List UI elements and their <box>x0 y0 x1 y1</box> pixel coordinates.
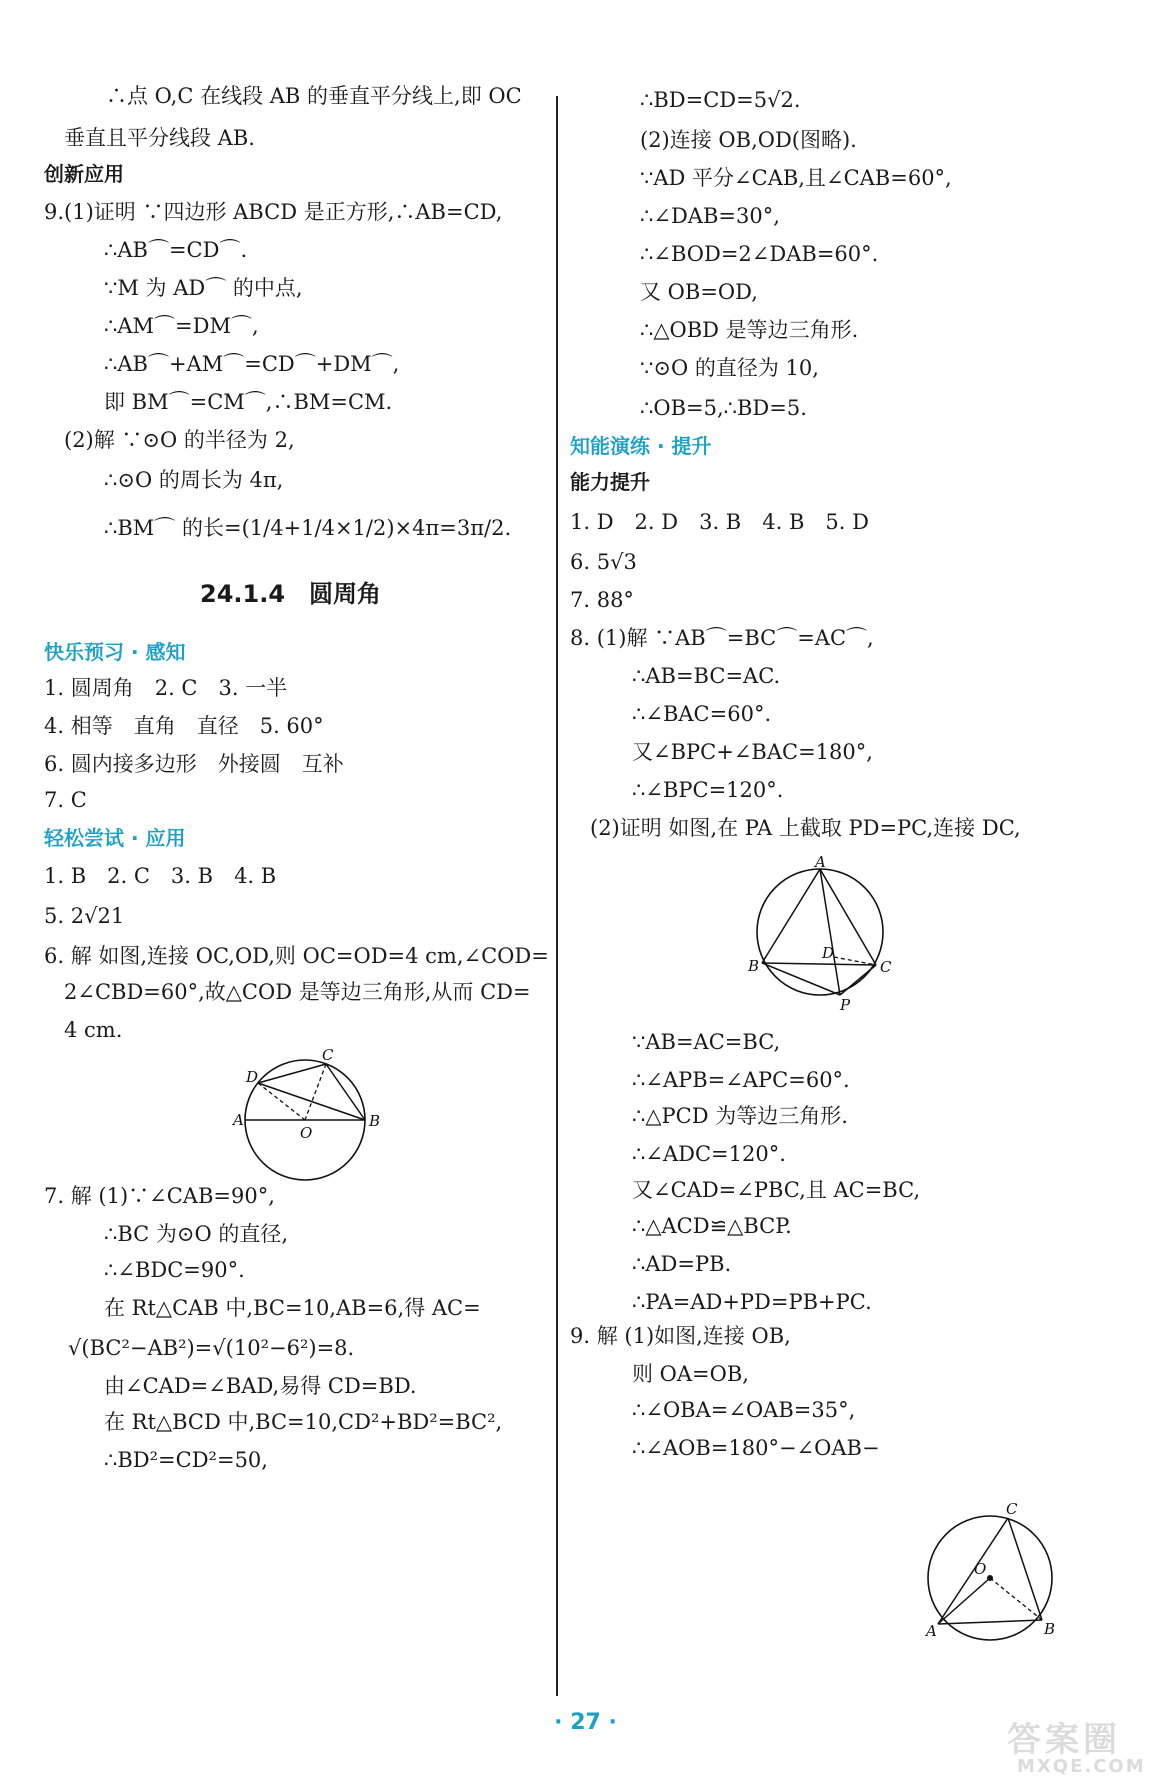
label-b: B <box>1044 1620 1056 1638</box>
text-line: ∴∠OBA=∠OAB=35°, <box>632 1398 856 1422</box>
text-line: √(BC²−AB²)=√(10²−6²)=8. <box>68 1336 355 1360</box>
text-line: ∴AB=BC=AC. <box>632 664 781 688</box>
text-line: 5. 2√21 <box>44 904 125 928</box>
subsection-heading: 能力提升 <box>570 470 650 494</box>
text-line: 6. 5√3 <box>570 550 637 574</box>
text-line: ∴BD²=CD²=50, <box>104 1448 268 1472</box>
text-line: 7. C <box>44 788 87 812</box>
text-line: ∴BM⌒ 的长=(1/4+1/4×1/2)×4π=3π/2. <box>104 516 512 540</box>
text-line: 9. 解 (1)如图,连接 OB, <box>570 1324 791 1348</box>
text-line: ∴PA=AD+PD=PB+PC. <box>632 1290 872 1314</box>
text-line: 4. 相等 直角 直径 5. 60° <box>44 714 324 738</box>
page-number: · 27 · <box>554 1710 617 1735</box>
text-line: (2)证明 如图,在 PA 上截取 PD=PC,连接 DC, <box>590 816 1021 840</box>
text-line: ∴∠AOB=180°−∠OAB− <box>632 1436 880 1460</box>
label-b: B <box>748 957 760 975</box>
text-line: 在 Rt△CAB 中,BC=10,AB=6,得 AC= <box>104 1296 481 1320</box>
text-line: ∴∠APB=∠APC=60°. <box>632 1068 850 1092</box>
text-line: ∴∠BPC=120°. <box>632 778 784 802</box>
text-line: 1. 圆周角 2. C 3. 一半 <box>44 676 288 700</box>
text-line: 又 OB=OD, <box>640 280 758 304</box>
text-line: 8. (1)解 ∵AB⌒=BC⌒=AC⌒, <box>570 626 874 650</box>
label-d: D <box>246 1068 259 1086</box>
label-o: O <box>300 1124 313 1142</box>
text-line: ∴AM⌒=DM⌒, <box>104 314 259 338</box>
figure-circle-abcd <box>230 1046 381 1190</box>
text-line: 垂直且平分线段 AB. <box>64 126 255 150</box>
text-line: ∴∠BAC=60°. <box>632 702 772 726</box>
label-a: A <box>926 1622 937 1640</box>
text-line: 1. D 2. D 3. B 4. B 5. D <box>570 510 869 534</box>
text-line: ∴OB=5,∴BD=5. <box>640 396 807 420</box>
text-line: ∴∠ADC=120°. <box>632 1142 786 1166</box>
text-line: (2)连接 OB,OD(图略). <box>640 128 857 152</box>
text-line: 2∠CBD=60°,故△COD 是等边三角形,从而 CD= <box>64 980 531 1004</box>
text-line: 7. 解 (1)∵∠CAB=90°, <box>44 1184 275 1208</box>
section-title: 24.1.4 圆周角 <box>200 580 382 608</box>
text-line: 即 BM⌒=CM⌒,∴BM=CM. <box>104 390 393 414</box>
text-line: ∵AD 平分∠CAB,且∠CAB=60°, <box>640 166 952 190</box>
text-line: 6. 圆内接多边形 外接圆 互补 <box>44 752 344 776</box>
watermark-url: MXQE.COM <box>1017 1756 1146 1777</box>
label-d: D <box>822 944 835 962</box>
text-line: ∴∠BOD=2∠DAB=60°. <box>640 242 879 266</box>
text-line: ∵⊙O 的直径为 10, <box>640 356 819 380</box>
label-a: A <box>233 1111 244 1129</box>
text-line: 又∠BPC+∠BAC=180°, <box>632 740 873 764</box>
text-line: ∴AD=PB. <box>632 1252 732 1276</box>
text-line: 又∠CAD=∠PBC,且 AC=BC, <box>632 1178 921 1202</box>
text-line: (2)解 ∵⊙O 的半径为 2, <box>64 428 295 452</box>
text-line: ∴∠BDC=90°. <box>104 1258 245 1282</box>
text-line: 由∠CAD=∠BAD,易得 CD=BD. <box>104 1374 417 1398</box>
watermark <box>977 1712 1157 1782</box>
section-heading: 轻松尝试 · 应用 <box>44 826 186 850</box>
text-line: 则 OA=OB, <box>632 1362 749 1386</box>
text-line: ∴AB⌒+AM⌒=CD⌒+DM⌒, <box>104 352 400 376</box>
text-line: ∴AB⌒=CD⌒. <box>104 238 248 262</box>
subsection-heading: 创新应用 <box>44 162 124 186</box>
text-line: 在 Rt△BCD 中,BC=10,CD²+BD²=BC², <box>104 1410 503 1434</box>
label-c: C <box>322 1046 334 1064</box>
text-line: ∴点 O,C 在线段 AB 的垂直平分线上,即 OC <box>106 84 522 108</box>
text-line: ∴△OBD 是等边三角形. <box>640 318 859 342</box>
text-line: 7. 88° <box>570 588 634 612</box>
text-line: ∵M 为 AD⌒ 的中点, <box>104 276 303 300</box>
text-line: 1. B 2. C 3. B 4. B <box>44 864 277 888</box>
figure-circle-abcp <box>748 853 898 1014</box>
text-line: ∴BC 为⊙O 的直径, <box>104 1222 289 1246</box>
text-line: 9.(1)证明 ∵四边形 ABCD 是正方形,∴AB=CD, <box>44 200 503 224</box>
text-line: ∴⊙O 的周长为 4π, <box>104 468 284 492</box>
text-line: ∴△ACD≌△BCP. <box>632 1214 792 1238</box>
section-heading: 知能演练 · 提升 <box>570 434 712 458</box>
text-line: ∴△PCD 为等边三角形. <box>632 1104 848 1128</box>
label-a: A <box>815 853 826 871</box>
watermark-logo: 答案圈 <box>1007 1720 1121 1760</box>
label-b: B <box>369 1112 381 1130</box>
label-o: O <box>974 1560 987 1578</box>
section-heading: 快乐预习 · 感知 <box>44 640 186 664</box>
label-c: C <box>1006 1500 1018 1518</box>
column-divider <box>556 96 558 1696</box>
figure-circle-abco <box>920 1500 1070 1658</box>
text-line: ∵AB=AC=BC, <box>632 1030 781 1054</box>
label-p: P <box>840 996 851 1014</box>
text-line: 6. 解 如图,连接 OC,OD,则 OC=OD=4 cm,∠COD= <box>44 944 549 968</box>
label-c: C <box>880 958 892 976</box>
text-line: 4 cm. <box>64 1018 123 1042</box>
text-line: ∴∠DAB=30°, <box>640 204 780 228</box>
text-line: ∴BD=CD=5√2. <box>640 88 801 112</box>
